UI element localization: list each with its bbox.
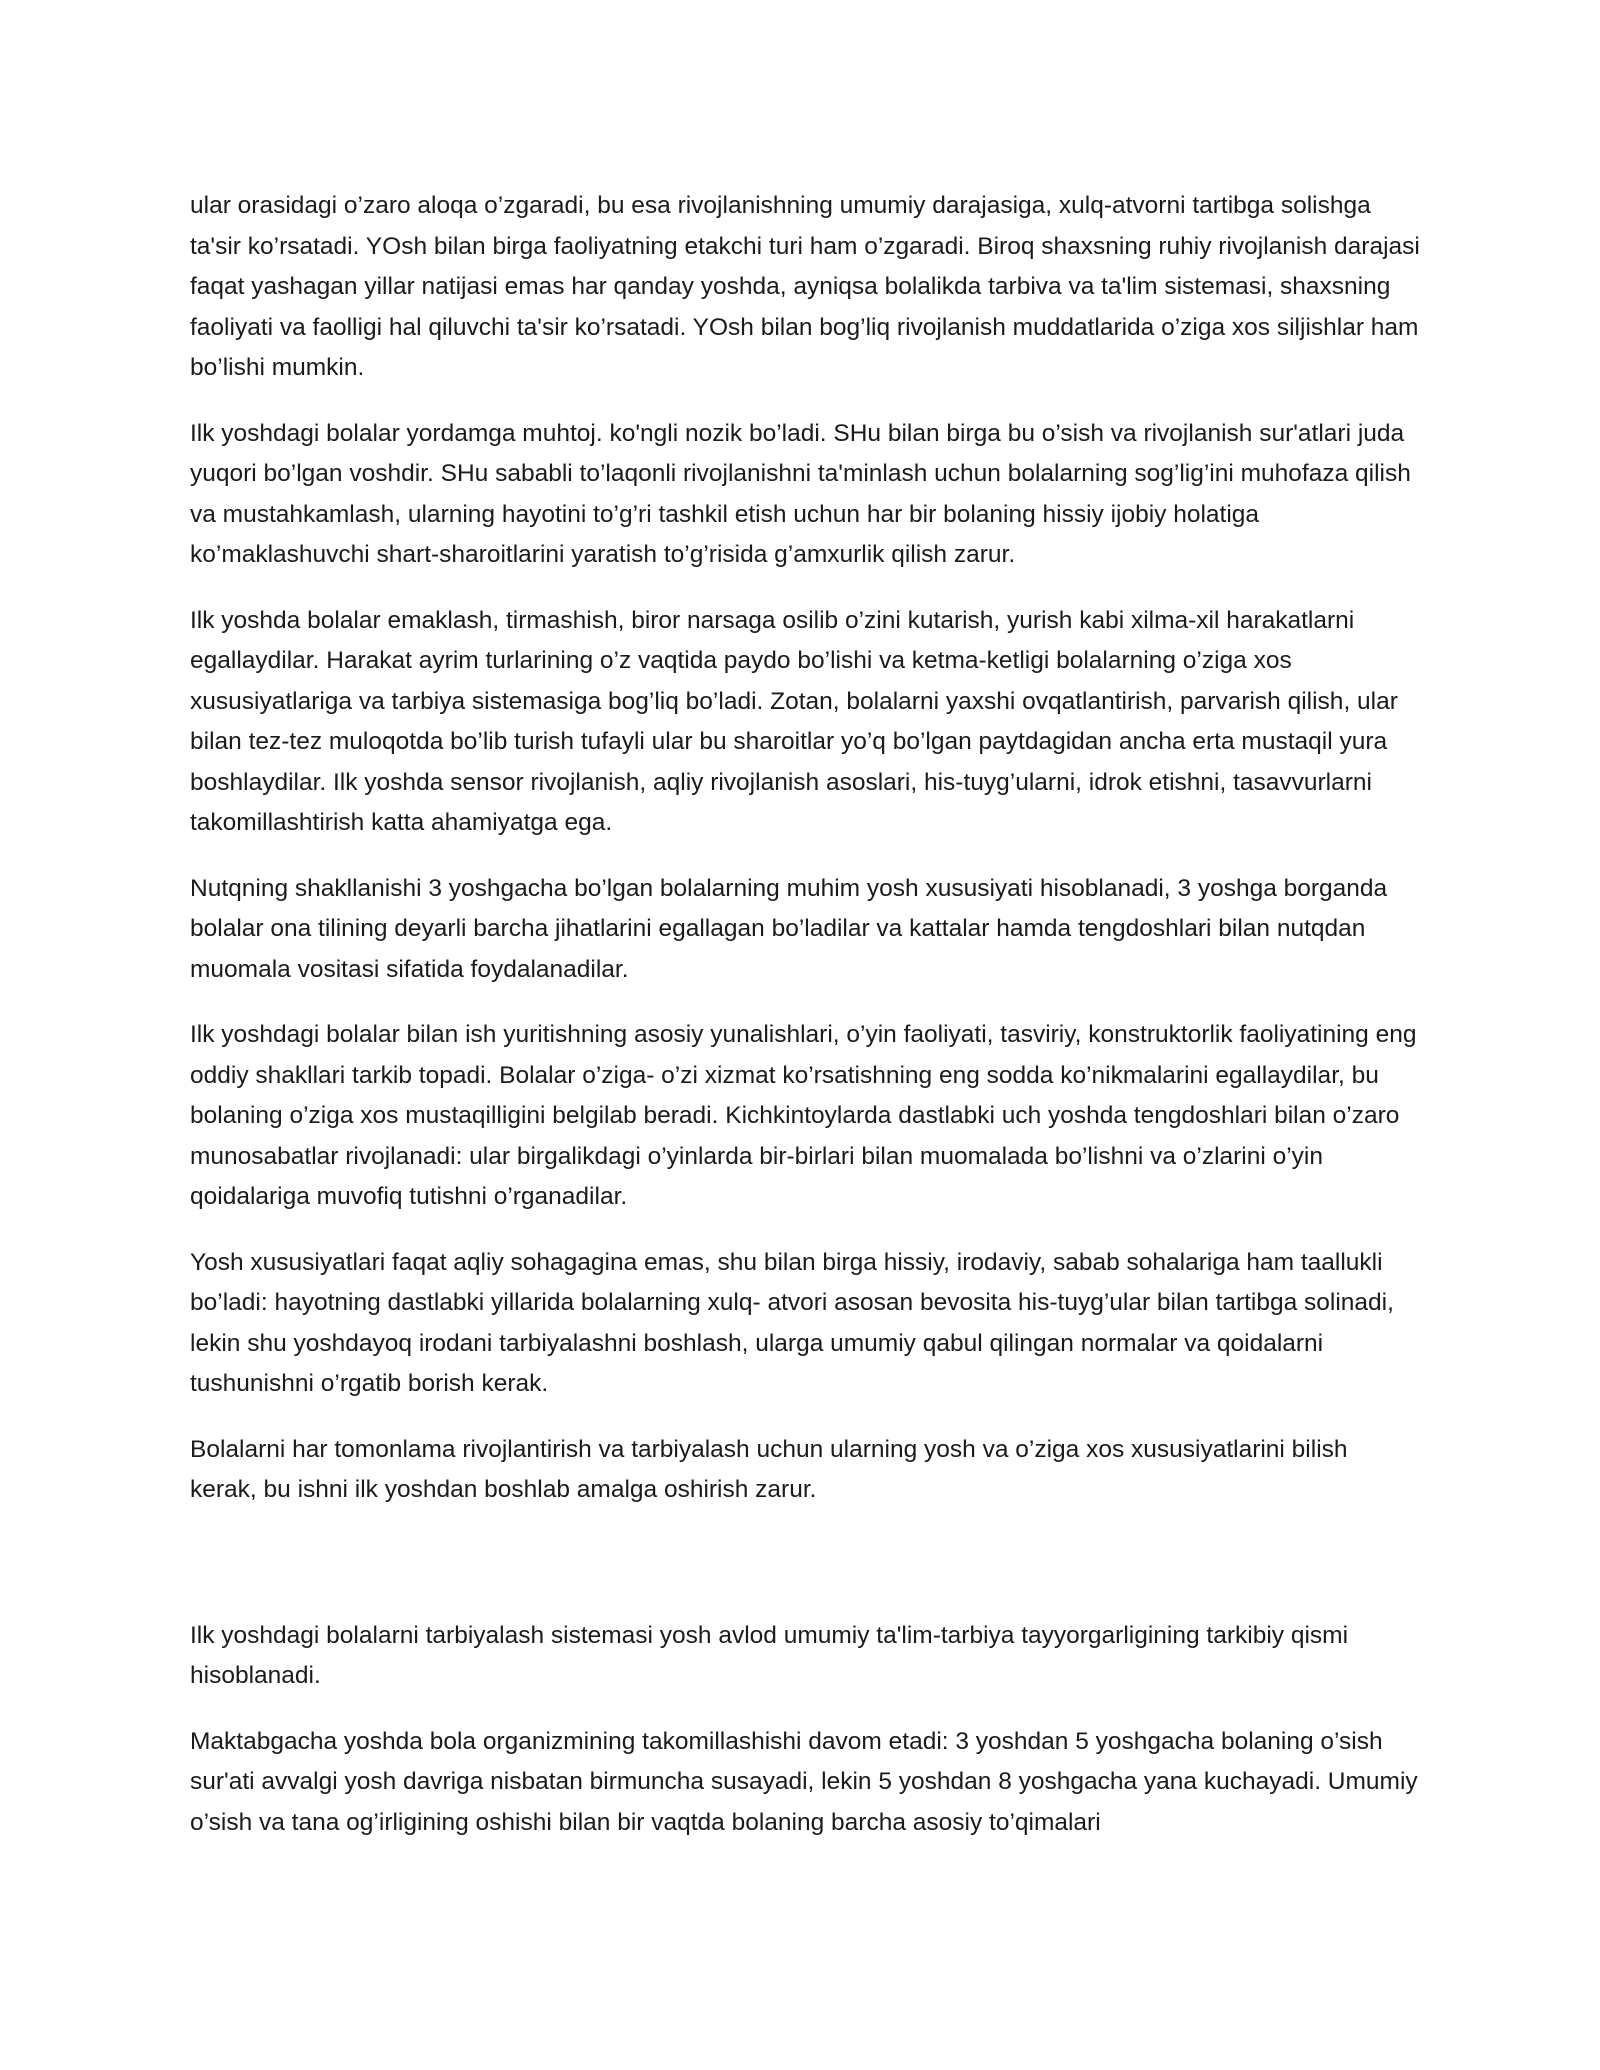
paragraph-8: Ilk yoshdagi bolalarni tarbiyalash sistemasi yosh avlod umumiy ta'lim-tarbiya tayyorgarligining tarkibiy qismi hisoblanadi. [190,1621,1349,1689]
paragraph-9: Maktabgacha yoshda bola organizmining takomillashishi davom etadi: 3 yoshdan 5 yoshgacha bolaning o’sish sur'ati avvalgi yosh davriga nisbatan birmuncha susayadi, lekin 5 yoshdan 8 yoshgacha yana kuchayadi. Umumiy o’sish va tana og’irligining oshishi bilan bir vaqtda bolaning barcha asosiy to’qimalari [190,1727,1418,1836]
paragraph-4: Nutqning shakllanishi 3 yoshgacha bo’lgan bolalarning muhim yosh xususiyati hisoblanadi, 3 yoshga borganda bolalar ona tilining deyarli barcha jihatlarini egallagan bo’ladilar va kattalar hamda tengdoshlari bilan nutqdan muomala vositasi sifatida foydalanadilar. [190,874,1388,983]
paragraph-6: Yosh xususiyatlari faqat aqliy sohagagina emas, shu bilan birga hissiy, irodaviy, sabab sohalariga ham taallukli bo’ladi: hayotning dastlabki yillarida bolalarning xulq- atvori asosan bevosita his-tuyg’ular bilan tartibga solinadi, lekin shu yoshdayoq irodani tarbiyalashni boshlash, ularga umumiy qabul qilingan normalar va qoidalarni tushunishni o’rgatib borish kerak. [190,1248,1394,1397]
paragraph-3: Ilk yoshda bolalar emaklash, tirmashish, biror narsaga osilib o’zini kutarish, yurish kabi xilma-xil harakatlarni egallaydilar. Harakat ayrim turlarining o’z vaqtida paydo bo’lishi va ketma-ketligi bolalarning o’ziga xos xususiyatlariga va tarbiya sistemasiga bog’liq bo’ladi. Zotan, bolalarni yaxshi ovqatlantirish, parvarish qilish, ular bilan tez-tez muloqotda bo’lib turish tufayli ular bu sharoitlar yo’q bo’lgan paytdagidan ancha erta mustaqil yura boshlaydilar. Ilk yoshda sensor rivojlanish, aqliy rivojlanish asoslari, his-tuyg’ularni, idrok etishni, tasavvurlarni takomillashtirish katta ahamiyatga ega. [190,606,1398,836]
paragraph-7: Bolalarni har tomonlama rivojlantirish va tarbiyalash uchun ularning yosh va o’ziga xos xususiyatlarini bilish kerak, bu ishni ilk yoshdan boshlab amalga oshirish zarur. [190,1435,1348,1503]
paragraph-1: ular orasidagi o’zaro aloqa o’zgaradi, bu esa rivojlanishning umumiy darajasiga, xulq-atvorni tartibga solishga ta'sir ko’rsatadi. YOsh bilan birga faoliyatning etakchi turi ham o’zgaradi. Biroq shaxsning ruhiy rivojlanish darajasi faqat yashagan yillar natijasi emas har qanday yoshda, ayniqsa bolalikda tarbiva va ta'lim sistemasi, shaxsning faoliyati va faolligi hal qiluvchi ta'sir ko’rsatadi. YOsh bilan bog’liq rivojlanish muddatlarida o’ziga xos siljishlar ham bo’lishi mumkin. [190,192,1420,381]
paragraph-5: Ilk yoshdagi bolalar bilan ish yuritishning asosiy yunalishlari, o’yin faoliyati, tasviriy, konstruktorlik faoliyatining eng oddiy shakllari tarkib topadi. Bolalar o’ziga- o’zi xizmat ko’rsatishning eng sodda ko’nikmalarini egallaydilar, bu bolaning o’ziga xos mustaqilligini belgilab beradi. Kichkintoylarda dastlabki uch yoshda tengdoshlari bilan o’zaro munosabatlar rivojlanadi: ular birgalikdagi o’yinlarda bir-birlari bilan muomalada bo’lishni va o’zlarini o’yin qoidalariga muvofiq tutishni o’rganadilar. [190,1021,1417,1210]
paragraph-gap [190,1536,1420,1616]
paragraph-2: Ilk yoshdagi bolalar yordamga muhtoj. ko'ngli nozik bo’ladi. SHu bilan birga bu o’sish va rivojlanish sur'atlari juda yuqori bo’lgan voshdir. SHu sababli to’laqonli rivojlanishni ta'minlash uchun bolalarning sog’lig’ini muhofaza qilish va mustahkamlash, ularning hayotini to’g’ri tashkil etish uchun har bir bolaning hissiy ijobiy holatiga ko’maklashuvchi shart-sharoitlarini yaratish to’g’risida g’amxurlik qilish zarur. [190,419,1411,568]
document-body [190,186,1420,1868]
